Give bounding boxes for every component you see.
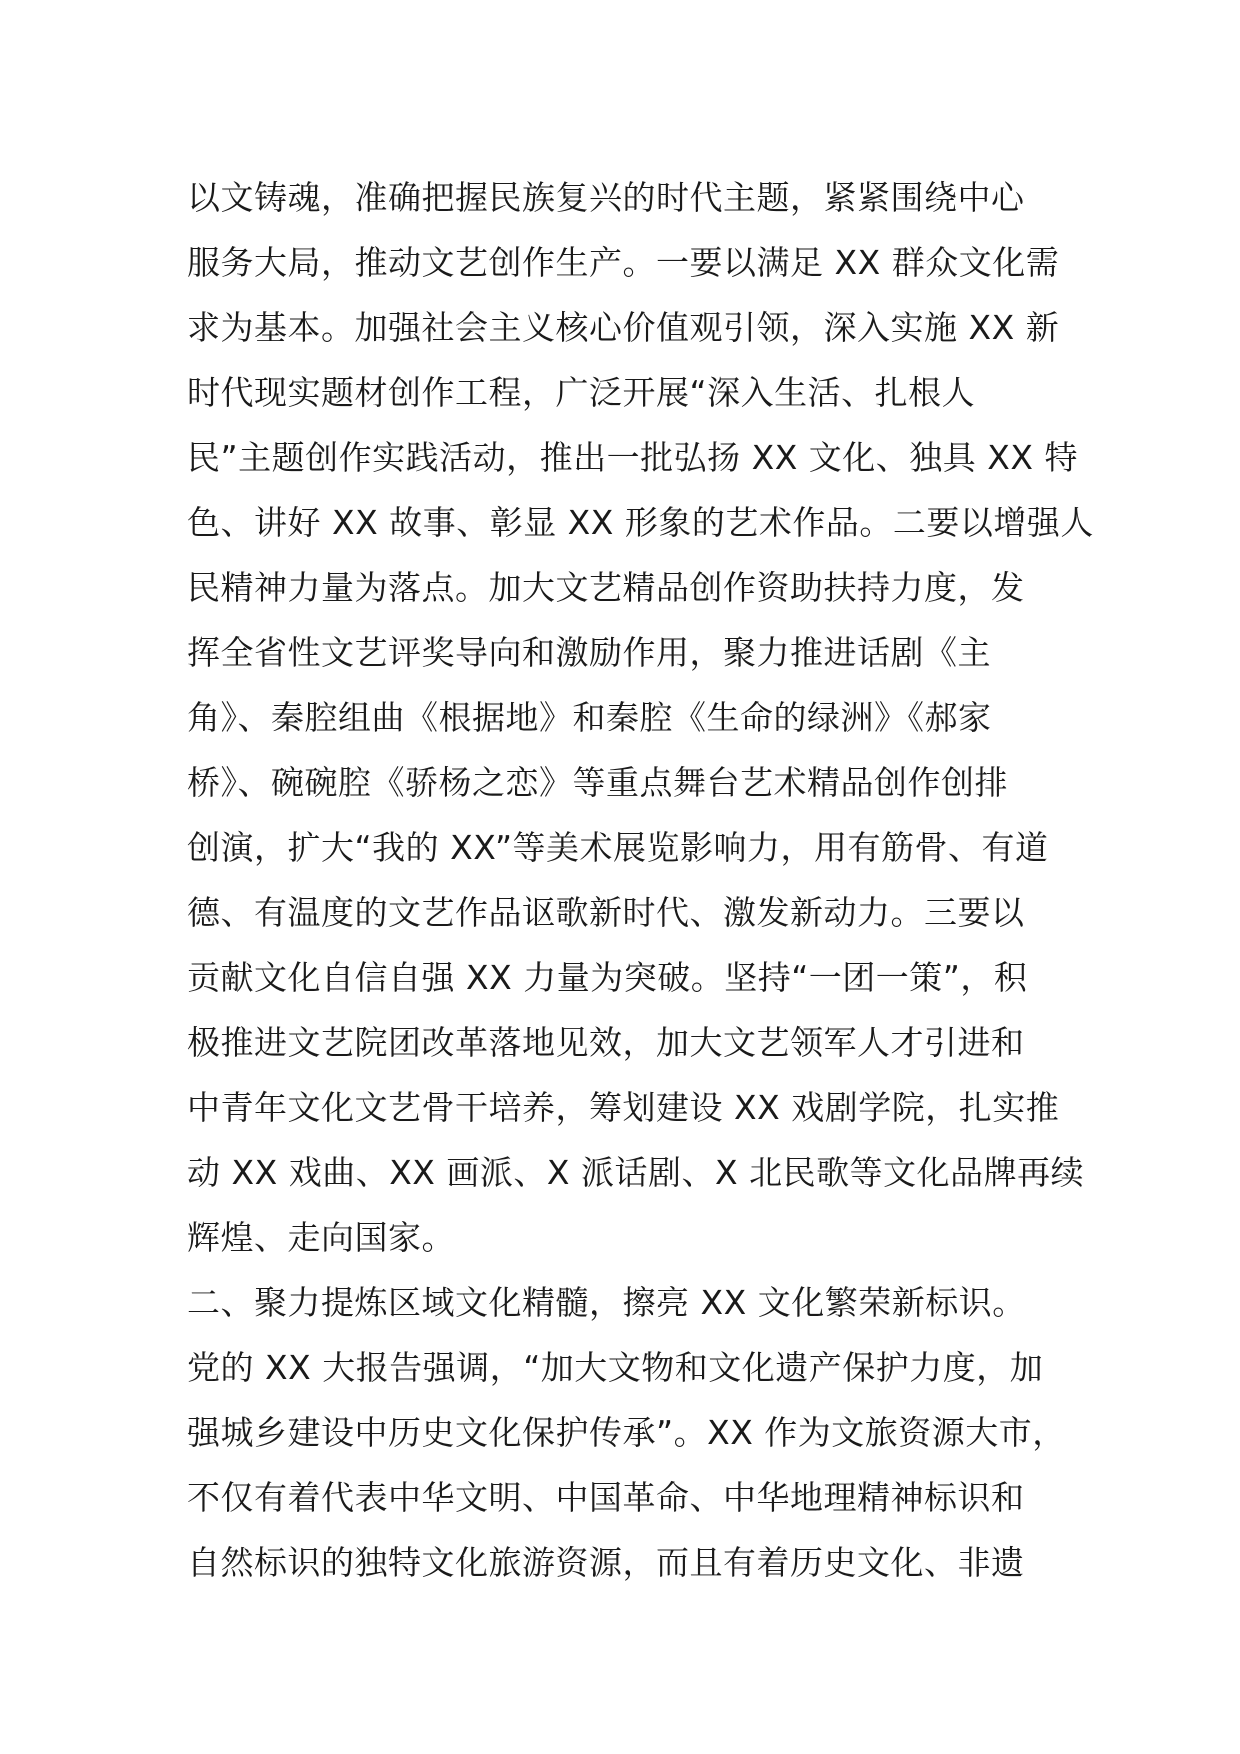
body-text	[187, 165, 1094, 1595]
text-line: 不仅有着代表中华文明、中国革命、中华地理精神标识和	[187, 1478, 1025, 1517]
text-line: 中青年文化文艺骨干培养，筹划建设 XX 戏剧学院，扎实推	[187, 1088, 1060, 1127]
text-line: 德、有温度的文艺作品讴歌新时代、激发新动力。三要以	[187, 893, 1025, 932]
text-line: 创演，扩大“我的 XX”等美术展览影响力，用有筋骨、有道	[187, 828, 1049, 867]
text-line: 角》、秦腔组曲《根据地》和秦腔《生命的绿洲》《郝家	[187, 698, 992, 737]
text-line: 时代现实题材创作工程，广泛开展“深入生活、扎根人	[187, 373, 976, 412]
text-line: 色、讲好 XX 故事、彰显 XX 形象的艺术作品。二要以增强人	[187, 503, 1094, 542]
text-line: 以文铸魂，准确把握民族复兴的时代主题，紧紧围绕中心	[187, 178, 1025, 217]
text-line: 民精神力量为落点。加大文艺精品创作资助扶持力度，发	[187, 568, 1025, 607]
section-heading: 二、聚力提炼区域文化精髓，擦亮 XX 文化繁荣新标识。	[187, 1283, 1026, 1322]
text-line: 挥全省性文艺评奖导向和激励作用，聚力推进话剧《主	[187, 633, 991, 672]
text-line: 桥》、碗碗腔《骄杨之恋》等重点舞台艺术精品创作创排	[187, 763, 1008, 802]
text-line: 党的 XX 大报告强调，“加大文物和文化遗产保护力度，加	[187, 1348, 1044, 1387]
text-line: 服务大局，推动文艺创作生产。一要以满足 XX 群众文化需	[187, 243, 1060, 282]
text-line: 求为基本。加强社会主义核心价值观引领，深入实施 XX 新	[187, 308, 1060, 347]
text-line: 极推进文艺院团改革落地见效，加大文艺领军人才引进和	[187, 1023, 1025, 1062]
text-line: 自然标识的独特文化旅游资源，而且有着历史文化、非遗	[187, 1543, 1025, 1582]
text-line: 辉煌、走向国家。	[187, 1218, 455, 1257]
text-line: 贡献文化自信自强 XX 力量为突破。坚持“一团一策”，积	[187, 958, 1028, 997]
text-line: 民”主题创作实践活动，推出一批弘扬 XX 文化、独具 XX 特	[187, 438, 1078, 477]
text-line: 动 XX 戏曲、XX 画派、X 派话剧、X 北民歌等文化品牌再续	[187, 1153, 1085, 1192]
text-line: 强城乡建设中历史文化保护传承”。XX 作为文旅资源大市，	[187, 1413, 1066, 1452]
